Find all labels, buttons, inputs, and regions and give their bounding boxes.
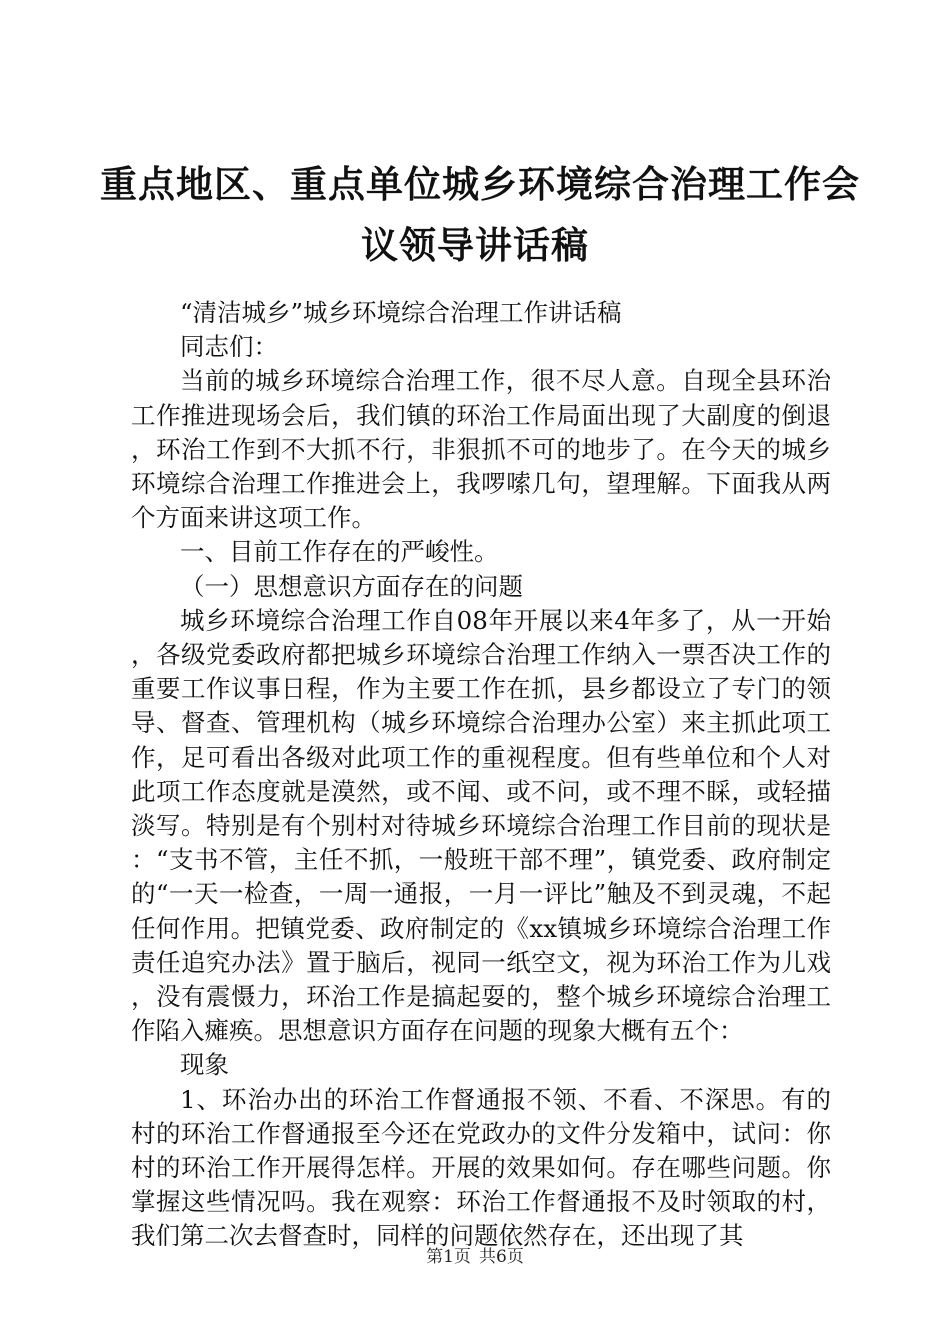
page-footer [0, 1247, 950, 1267]
phenomenon-item-1: 1、环治办出的环治工作督通报不领、不看、不深思。有的村的环治工作督通报至今还在党政办的文件分发箱中，试问：你村的环治工作开展得怎样。开展的效果如何。存在哪些问题。你掌握这些情况吗。我在观察：环治工作督通报不及时领取的村，我们第二次去督查时，同样的问题依然存在，还出现了其 [131, 1084, 831, 1251]
body-paragraph: 城乡环境综合治理工作自08年开展以来4年多了，从一开始，各级党委政府都把城乡环境综合治理工作纳入一票否决工作的重要工作议事日程，作为主要工作在抓，县乡都设立了专门的领导、督查、管理机构（城乡环境综合治理办公室）来主抓此项工作，足可看出各级对此项工作的重视程度。但有些单位和个人对此项工作态度就是漠然，或不闻、或不问，或不理不睬，或轻描淡写。特别是有个别村对待城乡环境综合治理工作目前的现状是：“支书不管，主任不抓，一般班干部不理”，镇党委、政府制定的“一天一检查，一周一通报，一月一评比”触及不到灵魂，不起任何作用。把镇党委、政府制定的《xx镇城乡环境综合治理工作责任追究办法》置于脑后，视同一纸空文，视为环治工作为儿戏，没有震慑力，环治工作是搞起耍的，整个城乡环境综合治理工作陷入瘫痪。思想意识方面存在问题的现象大概有五个： [131, 605, 831, 1046]
intro-paragraph: 当前的城乡环境综合治理工作，很不尽人意。自现全县环治工作推进现场会后，我们镇的环治工作局面出现了大副度的倒退，环治工作到不大抓不行，非狠抓不可的地步了。在今天的城乡环境综合治理工作推进会上，我啰嗦几句，望理解。下面我从两个方面来讲这项工作。 [131, 366, 831, 533]
document-body [131, 296, 831, 1254]
salutation-paragraph: 同志们： [180, 332, 278, 362]
section-heading: 一、目前工作存在的严峻性。 [180, 537, 499, 567]
document-title-line-2: 议领导讲话稿 [361, 224, 589, 267]
subtitle-paragraph: “清洁城乡”城乡环境综合治理工作讲话稿 [180, 298, 622, 327]
page-number: 第1页 [426, 1247, 471, 1267]
document-title-line-1: 重点地区、重点单位城乡环境综合治理工作会 [100, 163, 860, 206]
page-total: 共6页 [479, 1247, 524, 1267]
subsection-heading: （一）思想意识方面存在的问题 [180, 571, 523, 601]
phenomenon-heading: 现象 [180, 1050, 229, 1080]
